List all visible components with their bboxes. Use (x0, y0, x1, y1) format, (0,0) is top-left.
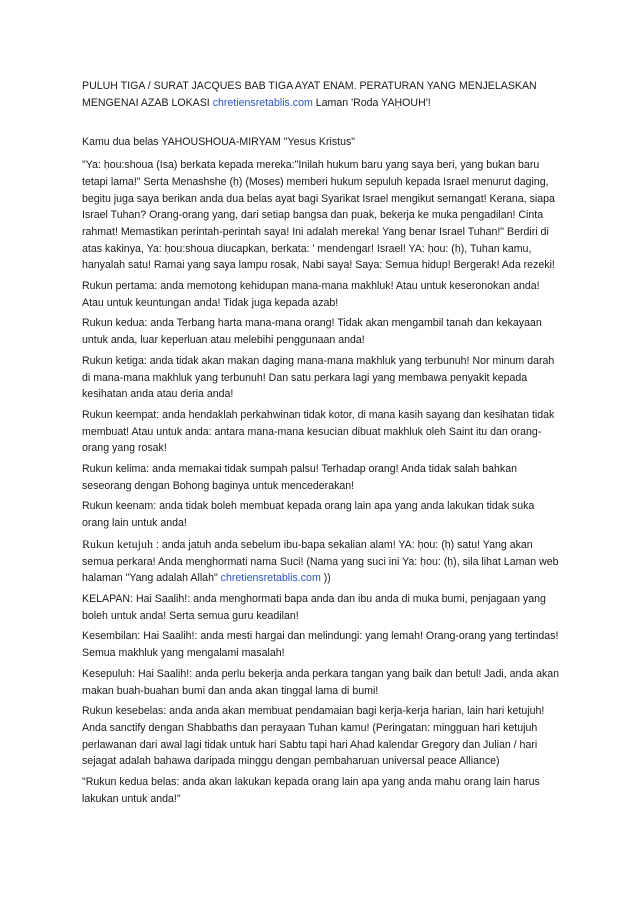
rukun-11: Rukun kesebelas: anda anda akan membuat pendamaian bagi kerja-kerja harian, lain hari ketujuh! Anda sanctify dengan Shabbaths dan perayaan Tuhan kamu! (Peringatan: mingguan hari ketujuh perlawanan dari awal lagi tidak untuk hari Sabtu tapi hari Ahad kalendar Gregory dan Julian / hari sejagat adalah bahawa daripada minggu dengan pembaharuan universal peace Alliance) (82, 705, 545, 768)
subheading: Kamu dua belas YAHOUSHOUA-MIRYAM "Yesus Kristus" (82, 136, 356, 149)
title-after: Laman 'Roda YAḤOUH'! (315, 96, 431, 109)
rukun-10: Kesepuluh: Hai Saalih!: anda perlu bekerja anda perkara tangan yang baik dan betul! Jadi, anda akan makan buah-buahan bumi dan anda akan tinggal lama di bumi! (82, 667, 560, 697)
rukun-12: "Rukun kedua belas: anda akan lakukan kepada orang lain apa yang anda mahu orang lain harus lakukan untuk anda!" (82, 776, 540, 805)
title-text: PULUH TIGA / SURAT JACQUES BAB TIGA AYAT ENAM. PERATURAN YANG MENJELASKAN MENGENAI AZAB LOKASI (82, 80, 537, 109)
rukun-8: KELAPAN: Hai Saalih!: anda menghormati bapa anda dan ibu anda di muka bumi, penjagaan yang boleh untuk anda! Serta semua guru keadilan! (82, 592, 546, 622)
rukun-4: Rukun keempat: anda hendaklah perkahwinan tidak kotor, di mana kasih sayang dan kesihatan tidak membuat! Atau untuk anda: antara mana-mana kesucian dibuat makhluk oleh Saint itu dan orang-orang yang rosak! (82, 408, 555, 455)
rukun-5: Rukun kelima: anda memakai tidak sumpah palsu! Terhadap orang! Anda tidak salah bahkan seseorang dengan Bohong baginya untuk mencederakan! (82, 463, 518, 492)
rukun-7-link[interactable]: chretiensretablis.com (220, 572, 324, 585)
rukun-7-text: : anda jatuh anda sebelum ibu-bapa sekalian alam! YA: ḥou: (ḥ) satu! Yang akan semua perkara! Anda menghormati nama Suci! (Nama yang suci ini Ya: ḥou: (ḥ), sila lihat Laman web halaman "Yang adalah Allah" (82, 538, 559, 585)
rukun-2: Rukun kedua: anda Terbang harta mana-mana orang! Tidak akan mengambil tanah dan kekayaan untuk anda, luar keperluan atau melebihi penggunaan anda! (82, 317, 542, 347)
rukun-1: Rukun pertama: anda memotong kehidupan mana-mana makhluk! Atau untuk keseronokan anda! Atau untuk keuntungan anda! Tidak juga kepada azab! (82, 280, 540, 309)
document-title (82, 78, 560, 111)
rukun-7-close: )) (323, 572, 331, 585)
intro-paragraph: "Ya: ḥou:shoua (Isa) berkata kepada mereka:"Inilah hukum baru yang saya beri, yang bukan baru tetapi lama!" Serta Menashshe (ḥ) (Moses) memberi hukum sepuluh kepada Israel menurut daging, begitu juga saya berikan anda dua belas ayat bagi Syarikat Israel mengikut semangat! Kerana, siapa Israel Tuhan? Orang-orang yang, dari setiap bangsa dan puak, bekerja ke muka pengadilan! Cinta rahmat! Memastikan perintah-perintah saya! Ini adalah mereka! Yang benar Israel Tuhan!" Berdiri di atas kakinya, Ya: ḥou:shoua diucapkan, berkata: ' mendengar! Israel! YA: ḥou: (ḥ), Tuhan kamu, hanyalah satu! Ramai yang saya lampu rosak, Nabi saya! Saya: Semua hidup! Bergerak! Ada rezeki! (82, 159, 555, 272)
rukun-3: Rukun ketiga: anda tidak akan makan daging mana-mana makhluk yang terbunuh! Nor minum darah di mana-mana makhluk yang terbunuh! Dan satu perkara lagi yang membawa penyakit kepada kesihatan anda atau deria anda! (82, 354, 555, 401)
document-page (82, 78, 560, 811)
rukun-6: Rukun keenam: anda tidak boleh membuat kepada orang lain apa yang anda lakukan tidak suka orang lain untuk anda! (82, 500, 535, 530)
rukun-7-lead: Rukun ketujuh (82, 536, 153, 551)
rukun-9: Kesembilan: Hai Saalih!: anda mesti hargai dan melindungi: yang lemah! Orang-orang yang tertindas! Semua makhluk yang mengalami masalah! (82, 630, 559, 660)
title-link[interactable]: chretiensretablis.com (209, 96, 316, 109)
rukun-7 (82, 536, 560, 587)
